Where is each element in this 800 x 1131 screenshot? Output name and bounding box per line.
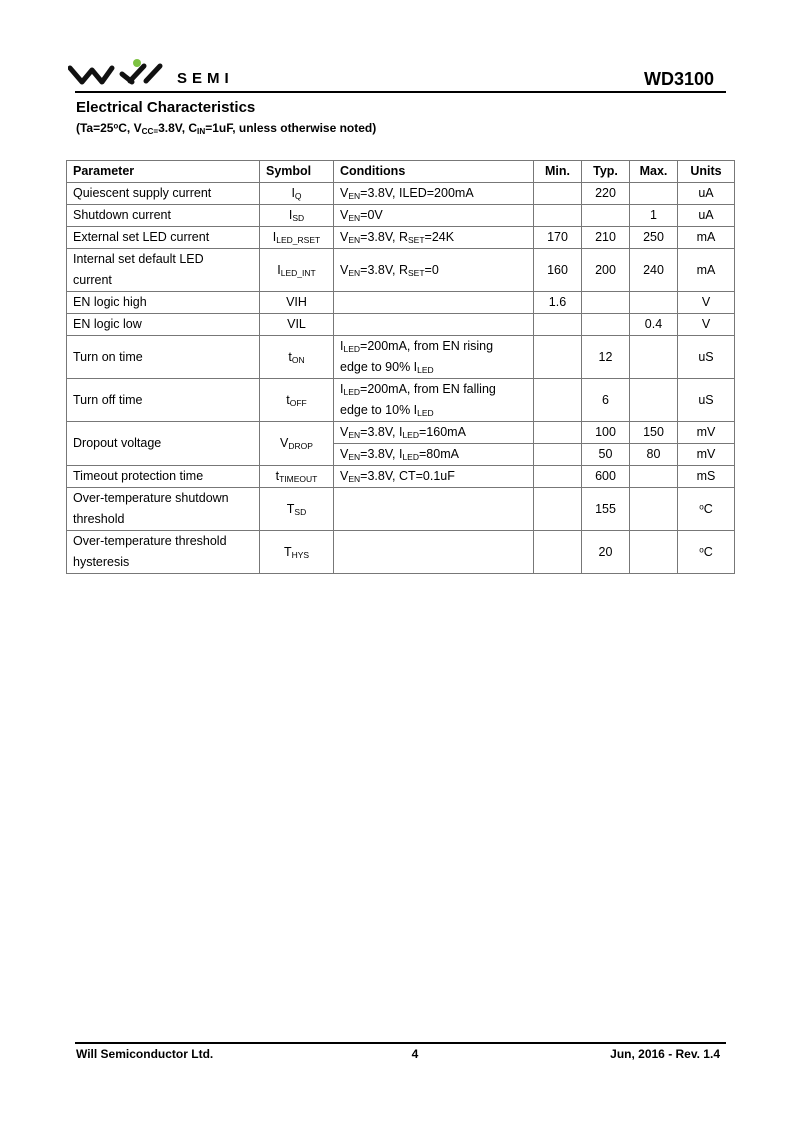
- table-row: [67, 227, 735, 249]
- header-min: Min.: [534, 161, 582, 183]
- unit-cell: mV: [678, 444, 735, 466]
- param-cell: Turn on time: [67, 336, 260, 379]
- param-cell: Over-temperature threshold hysteresis: [67, 531, 260, 574]
- table-header-row: [67, 161, 735, 183]
- conditions-cell: $V_{EN}=3.8V$, $R_{SET}=0$: [334, 249, 534, 292]
- table-row: [67, 379, 735, 422]
- conditions-cell: $I_{LED}=200mA$, from EN falling edge to 10% $I_{LED}$: [334, 379, 534, 422]
- conditions-cell: $V_{EN}=0V$: [334, 205, 534, 227]
- typ-cell: [582, 205, 630, 227]
- min-cell: [534, 314, 582, 336]
- unit-cell: mA: [678, 249, 735, 292]
- typ-cell: 6: [582, 379, 630, 422]
- typ-cell: 50: [582, 444, 630, 466]
- max-cell: [630, 379, 678, 422]
- param-cell: Dropout voltage: [67, 422, 260, 466]
- min-cell: 1.6: [534, 292, 582, 314]
- table-row: [67, 292, 735, 314]
- table-row: [67, 205, 735, 227]
- typ-cell: 220: [582, 183, 630, 205]
- max-cell: 150: [630, 422, 678, 444]
- footer-company: Will Semiconductor Ltd.: [76, 1047, 214, 1061]
- typ-cell: 210: [582, 227, 630, 249]
- section-title: Electrical Characteristics: [76, 99, 256, 116]
- max-cell: [630, 488, 678, 531]
- conditions-cell: [334, 488, 534, 531]
- param-cell: Quiescent supply current: [67, 183, 260, 205]
- symbol-cell: $t_{ON}$: [260, 336, 334, 379]
- param-cell: Shutdown current: [67, 205, 260, 227]
- param-cell: Internal set default LED current: [67, 249, 260, 292]
- header-symbol: Symbol: [260, 161, 334, 183]
- unit-cell: mS: [678, 466, 735, 488]
- max-cell: 0.4: [630, 314, 678, 336]
- conditions-cell: [334, 292, 534, 314]
- unit-cell: uS: [678, 379, 735, 422]
- table-row: [67, 488, 735, 531]
- unit-cell: mA: [678, 227, 735, 249]
- min-cell: [534, 336, 582, 379]
- max-cell: [630, 466, 678, 488]
- min-cell: [534, 205, 582, 227]
- typ-cell: [582, 292, 630, 314]
- unit-cell: uA: [678, 183, 735, 205]
- unit-cell: $^o$C: [678, 488, 735, 531]
- conditions-cell: $V_{EN}=3.8V$, ILED=200mA: [334, 183, 534, 205]
- unit-cell: uA: [678, 205, 735, 227]
- min-cell: [534, 379, 582, 422]
- symbol-cell: $I_{LED\_INT}$: [260, 249, 334, 292]
- typ-cell: 200: [582, 249, 630, 292]
- symbol-cell: VIL: [260, 314, 334, 336]
- conditions-cell: $I_{LED}=200mA$, from EN rising edge to 90% $I_{LED}$: [334, 336, 534, 379]
- conditions-cell: $V_{EN}=3.8V$, $I_{LED}=80mA$: [334, 444, 534, 466]
- header-parameter: Parameter: [67, 161, 260, 183]
- table-row: [67, 422, 735, 444]
- header-units: Units: [678, 161, 735, 183]
- unit-cell: uS: [678, 336, 735, 379]
- typ-cell: 20: [582, 531, 630, 574]
- table-row: [67, 531, 735, 574]
- max-cell: [630, 531, 678, 574]
- symbol-cell: $t_{TIMEOUT}$: [260, 466, 334, 488]
- min-cell: [534, 422, 582, 444]
- typ-cell: 600: [582, 466, 630, 488]
- param-cell: Over-temperature shutdown threshold: [67, 488, 260, 531]
- table-row: [67, 183, 735, 205]
- table-row: [67, 314, 735, 336]
- table-row: [67, 249, 735, 292]
- symbol-cell: $t_{OFF}$: [260, 379, 334, 422]
- symbol-cell: $I_{SD}$: [260, 205, 334, 227]
- header-max: Max.: [630, 161, 678, 183]
- param-cell: EN logic high: [67, 292, 260, 314]
- param-cell: Turn off time: [67, 379, 260, 422]
- param-cell: Timeout protection time: [67, 466, 260, 488]
- min-cell: [534, 531, 582, 574]
- table-row: [67, 336, 735, 379]
- min-cell: 170: [534, 227, 582, 249]
- param-cell: External set LED current: [67, 227, 260, 249]
- min-cell: [534, 466, 582, 488]
- conditions-cell: $V_{EN}=3.8V$, $R_{SET}=24K$: [334, 227, 534, 249]
- max-cell: [630, 292, 678, 314]
- symbol-cell: $I_{LED\_RSET}$: [260, 227, 334, 249]
- min-cell: [534, 183, 582, 205]
- symbol-cell: VIH: [260, 292, 334, 314]
- logo-text: SEMI: [177, 70, 234, 87]
- typ-cell: 12: [582, 336, 630, 379]
- conditions-cell: [334, 531, 534, 574]
- conditions-cell: $V_{EN}=3.8V$, CT=0.1uF: [334, 466, 534, 488]
- symbol-cell: $T_{SD}$: [260, 488, 334, 531]
- conditions-cell: $V_{EN}=3.8V$, $I_{LED}=160mA$: [334, 422, 534, 444]
- electrical-characteristics-table: [66, 160, 735, 574]
- min-cell: 160: [534, 249, 582, 292]
- unit-cell: $^o$C: [678, 531, 735, 574]
- typ-cell: [582, 314, 630, 336]
- max-cell: 80: [630, 444, 678, 466]
- part-number: WD3100: [643, 69, 714, 89]
- header-conditions: Conditions: [334, 161, 534, 183]
- max-cell: 250: [630, 227, 678, 249]
- max-cell: 1: [630, 205, 678, 227]
- symbol-cell: $V_{DROP}$: [260, 422, 334, 466]
- typ-cell: 100: [582, 422, 630, 444]
- param-cell: EN logic low: [67, 314, 260, 336]
- unit-cell: mV: [678, 422, 735, 444]
- footer-date-revision: Jun, 2016 - Rev. 1.4: [610, 1047, 720, 1061]
- test-conditions-note: ($Ta=25^oC$, $V_{CC=}3.8V$, $C_{IN}=1uF$, unless otherwise noted): [76, 121, 377, 137]
- max-cell: [630, 183, 678, 205]
- min-cell: [534, 488, 582, 531]
- page-number: 4: [411, 1047, 419, 1061]
- footer-divider: [75, 1042, 726, 1044]
- unit-cell: V: [678, 292, 735, 314]
- max-cell: [630, 336, 678, 379]
- symbol-cell: $I_Q$: [260, 183, 334, 205]
- table-row: [67, 466, 735, 488]
- header-divider: [75, 91, 726, 93]
- max-cell: 240: [630, 249, 678, 292]
- symbol-cell: $T_{HYS}$: [260, 531, 334, 574]
- unit-cell: V: [678, 314, 735, 336]
- typ-cell: 155: [582, 488, 630, 531]
- header-typ: Typ.: [582, 161, 630, 183]
- conditions-cell: [334, 314, 534, 336]
- min-cell: [534, 444, 582, 466]
